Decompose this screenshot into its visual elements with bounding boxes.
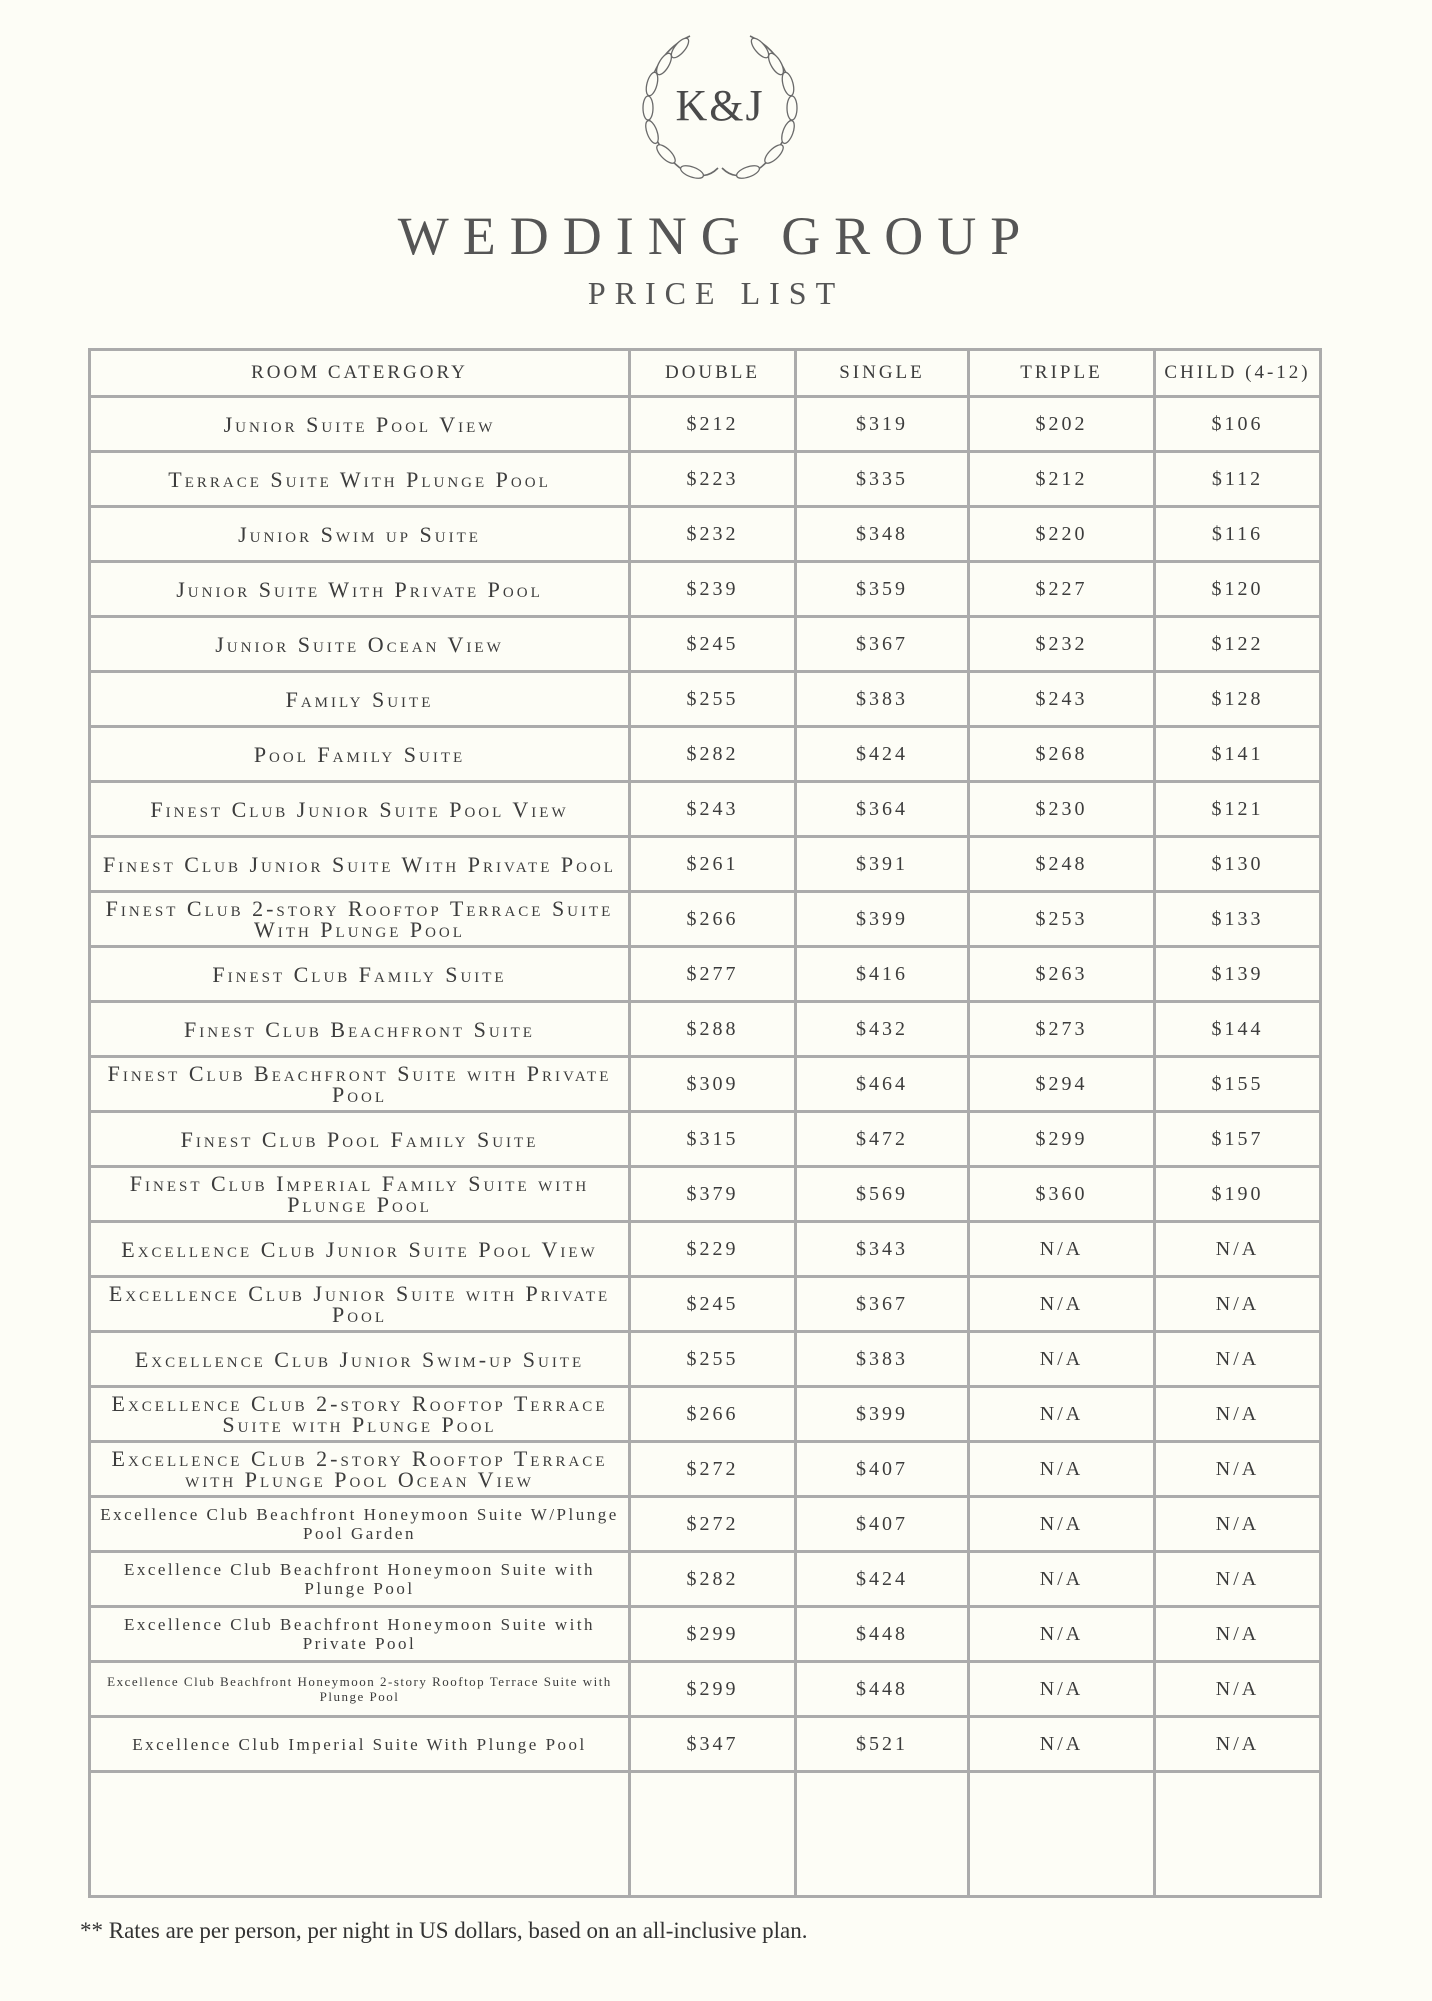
cell-double: $212: [630, 397, 796, 452]
cell-double: $245: [630, 617, 796, 672]
cell-single: $367: [796, 1277, 969, 1332]
cell-child: $120: [1155, 562, 1321, 617]
cell-single: $364: [796, 782, 969, 837]
cell-room: Terrace Suite With Plunge Pool: [90, 452, 630, 507]
empty-cell: [90, 1772, 630, 1897]
cell-triple: $268: [969, 727, 1155, 782]
cell-triple: $273: [969, 1002, 1155, 1057]
cell-child: $128: [1155, 672, 1321, 727]
table-row: [90, 1442, 1321, 1497]
cell-child: $121: [1155, 782, 1321, 837]
cell-single: $569: [796, 1167, 969, 1222]
cell-child: $122: [1155, 617, 1321, 672]
cell-child: N/A: [1155, 1277, 1321, 1332]
cell-room: Junior Suite Ocean View: [90, 617, 630, 672]
cell-double: $266: [630, 892, 796, 947]
cell-single: $359: [796, 562, 969, 617]
cell-triple: N/A: [969, 1277, 1155, 1332]
table-row: [90, 782, 1321, 837]
cell-single: $432: [796, 1002, 969, 1057]
column-header-single: SINGLE: [796, 350, 969, 397]
cell-room: Junior Suite With Private Pool: [90, 562, 630, 617]
cell-child: $106: [1155, 397, 1321, 452]
empty-cell: [796, 1772, 969, 1897]
table-row: [90, 1112, 1321, 1167]
cell-child: $190: [1155, 1167, 1321, 1222]
cell-single: $335: [796, 452, 969, 507]
cell-single: $464: [796, 1057, 969, 1112]
table-row: [90, 1057, 1321, 1112]
table-row: [90, 672, 1321, 727]
cell-room: Junior Suite Pool View: [90, 397, 630, 452]
cell-single: $416: [796, 947, 969, 1002]
cell-triple: $299: [969, 1112, 1155, 1167]
cell-single: $343: [796, 1222, 969, 1277]
cell-child: $141: [1155, 727, 1321, 782]
cell-child: N/A: [1155, 1387, 1321, 1442]
table-row: [90, 617, 1321, 672]
cell-room: Excellence Club Junior Swim-up Suite: [90, 1332, 630, 1387]
page-title: WEDDING GROUP: [397, 206, 1035, 266]
cell-room: Excellence Club 2-story Rooftop Terrace Suite with Plunge Pool: [90, 1387, 630, 1442]
table-row: [90, 1662, 1321, 1717]
cell-child: N/A: [1155, 1717, 1321, 1772]
cell-child: $139: [1155, 947, 1321, 1002]
cell-room: Finest Club Junior Suite Pool View: [90, 782, 630, 837]
cell-double: $282: [630, 1552, 796, 1607]
cell-triple: $212: [969, 452, 1155, 507]
empty-cell: [630, 1772, 796, 1897]
table-row: [90, 1002, 1321, 1057]
cell-child: $155: [1155, 1057, 1321, 1112]
cell-single: $472: [796, 1112, 969, 1167]
column-header-room: ROOM CATERGORY: [90, 350, 630, 397]
column-header-child: CHILD (4-12): [1155, 350, 1321, 397]
cell-double: $299: [630, 1662, 796, 1717]
cell-room: Excellence Club Imperial Suite With Plunge Pool: [90, 1717, 630, 1772]
cell-double: $243: [630, 782, 796, 837]
cell-triple: $248: [969, 837, 1155, 892]
cell-triple: N/A: [969, 1662, 1155, 1717]
cell-triple: N/A: [969, 1497, 1155, 1552]
cell-room: Excellence Club 2-story Rooftop Terrace with Plunge Pool Ocean View: [90, 1442, 630, 1497]
cell-single: $448: [796, 1662, 969, 1717]
cell-room: Pool Family Suite: [90, 727, 630, 782]
cell-single: $348: [796, 507, 969, 562]
cell-single: $424: [796, 727, 969, 782]
table-row: [90, 727, 1321, 782]
cell-single: $448: [796, 1607, 969, 1662]
cell-triple: N/A: [969, 1387, 1155, 1442]
cell-child: N/A: [1155, 1607, 1321, 1662]
cell-triple: N/A: [969, 1717, 1155, 1772]
cell-room: Excellence Club Beachfront Honeymoon Suite with Plunge Pool: [90, 1552, 630, 1607]
table-row: [90, 1607, 1321, 1662]
cell-triple: $232: [969, 617, 1155, 672]
cell-triple: $220: [969, 507, 1155, 562]
table-row: [90, 837, 1321, 892]
cell-room: Excellence Club Beachfront Honeymoon 2-story Rooftop Terrace Suite with Plunge Pool: [90, 1662, 630, 1717]
cell-double: $272: [630, 1497, 796, 1552]
filler-row: [90, 1772, 1321, 1897]
cell-child: $112: [1155, 452, 1321, 507]
cell-child: $116: [1155, 507, 1321, 562]
cell-triple: $227: [969, 562, 1155, 617]
cell-triple: $202: [969, 397, 1155, 452]
price-table: [88, 348, 1322, 1898]
cell-triple: N/A: [969, 1222, 1155, 1277]
cell-double: $288: [630, 1002, 796, 1057]
laurel-wreath-logo: [620, 18, 820, 188]
table-row: [90, 892, 1321, 947]
cell-triple: N/A: [969, 1442, 1155, 1497]
cell-room: Excellence Club Beachfront Honeymoon Suite W/Plunge Pool Garden: [90, 1497, 630, 1552]
cell-child: $133: [1155, 892, 1321, 947]
cell-triple: N/A: [969, 1552, 1155, 1607]
cell-single: $424: [796, 1552, 969, 1607]
page-subtitle: PRICE LIST: [587, 275, 845, 311]
table-row: [90, 452, 1321, 507]
table-row: [90, 397, 1321, 452]
table-row: [90, 1222, 1321, 1277]
table-row: [90, 1332, 1321, 1387]
cell-room: Finest Club Beachfront Suite: [90, 1002, 630, 1057]
table-row: [90, 1167, 1321, 1222]
table-body: [90, 397, 1321, 1897]
column-header-triple: TRIPLE: [969, 350, 1155, 397]
cell-double: $223: [630, 452, 796, 507]
cell-room: Excellence Club Junior Suite Pool View: [90, 1222, 630, 1277]
cell-room: Family Suite: [90, 672, 630, 727]
cell-double: $309: [630, 1057, 796, 1112]
cell-double: $272: [630, 1442, 796, 1497]
cell-triple: $263: [969, 947, 1155, 1002]
cell-child: $157: [1155, 1112, 1321, 1167]
cell-single: $407: [796, 1497, 969, 1552]
cell-single: $383: [796, 672, 969, 727]
cell-double: $261: [630, 837, 796, 892]
cell-double: $282: [630, 727, 796, 782]
cell-single: $521: [796, 1717, 969, 1772]
table-row: [90, 1497, 1321, 1552]
table-row: [90, 1277, 1321, 1332]
cell-triple: $360: [969, 1167, 1155, 1222]
table-header-row: [90, 350, 1321, 397]
cell-double: $229: [630, 1222, 796, 1277]
cell-single: $367: [796, 617, 969, 672]
cell-single: $319: [796, 397, 969, 452]
cell-single: $399: [796, 892, 969, 947]
cell-double: $255: [630, 672, 796, 727]
cell-double: $277: [630, 947, 796, 1002]
cell-double: $315: [630, 1112, 796, 1167]
table-row: [90, 507, 1321, 562]
cell-single: $399: [796, 1387, 969, 1442]
column-header-double: DOUBLE: [630, 350, 796, 397]
cell-single: $391: [796, 837, 969, 892]
monogram: K&J: [675, 81, 765, 130]
cell-double: $239: [630, 562, 796, 617]
cell-double: $255: [630, 1332, 796, 1387]
cell-room: Finest Club Imperial Family Suite with Plunge Pool: [90, 1167, 630, 1222]
cell-triple: $253: [969, 892, 1155, 947]
cell-double: $245: [630, 1277, 796, 1332]
cell-triple: $243: [969, 672, 1155, 727]
cell-triple: N/A: [969, 1607, 1155, 1662]
table-row: [90, 947, 1321, 1002]
cell-single: $383: [796, 1332, 969, 1387]
cell-double: $347: [630, 1717, 796, 1772]
cell-child: N/A: [1155, 1222, 1321, 1277]
cell-child: N/A: [1155, 1332, 1321, 1387]
cell-child: N/A: [1155, 1497, 1321, 1552]
cell-double: $232: [630, 507, 796, 562]
table-row: [90, 1717, 1321, 1772]
cell-child: N/A: [1155, 1662, 1321, 1717]
cell-room: Finest Club 2-story Rooftop Terrace Suite With Plunge Pool: [90, 892, 630, 947]
cell-room: Finest Club Family Suite: [90, 947, 630, 1002]
cell-room: Finest Club Pool Family Suite: [90, 1112, 630, 1167]
cell-child: $144: [1155, 1002, 1321, 1057]
cell-double: $266: [630, 1387, 796, 1442]
cell-room: Junior Swim up Suite: [90, 507, 630, 562]
cell-room: Excellence Club Junior Suite with Private Pool: [90, 1277, 630, 1332]
cell-child: N/A: [1155, 1442, 1321, 1497]
cell-double: $299: [630, 1607, 796, 1662]
cell-double: $379: [630, 1167, 796, 1222]
cell-single: $407: [796, 1442, 969, 1497]
empty-cell: [969, 1772, 1155, 1897]
footnote: ** Rates are per person, per night in US dollars, based on an all-inclusive plan.: [80, 1918, 808, 1943]
cell-child: N/A: [1155, 1552, 1321, 1607]
table-row: [90, 1552, 1321, 1607]
cell-room: Finest Club Beachfront Suite with Private Pool: [90, 1057, 630, 1112]
cell-child: $130: [1155, 837, 1321, 892]
cell-room: Finest Club Junior Suite With Private Pool: [90, 837, 630, 892]
cell-room: Excellence Club Beachfront Honeymoon Suite with Private Pool: [90, 1607, 630, 1662]
empty-cell: [1155, 1772, 1321, 1897]
cell-triple: $230: [969, 782, 1155, 837]
cell-triple: $294: [969, 1057, 1155, 1112]
table-row: [90, 562, 1321, 617]
cell-triple: N/A: [969, 1332, 1155, 1387]
table-row: [90, 1387, 1321, 1442]
